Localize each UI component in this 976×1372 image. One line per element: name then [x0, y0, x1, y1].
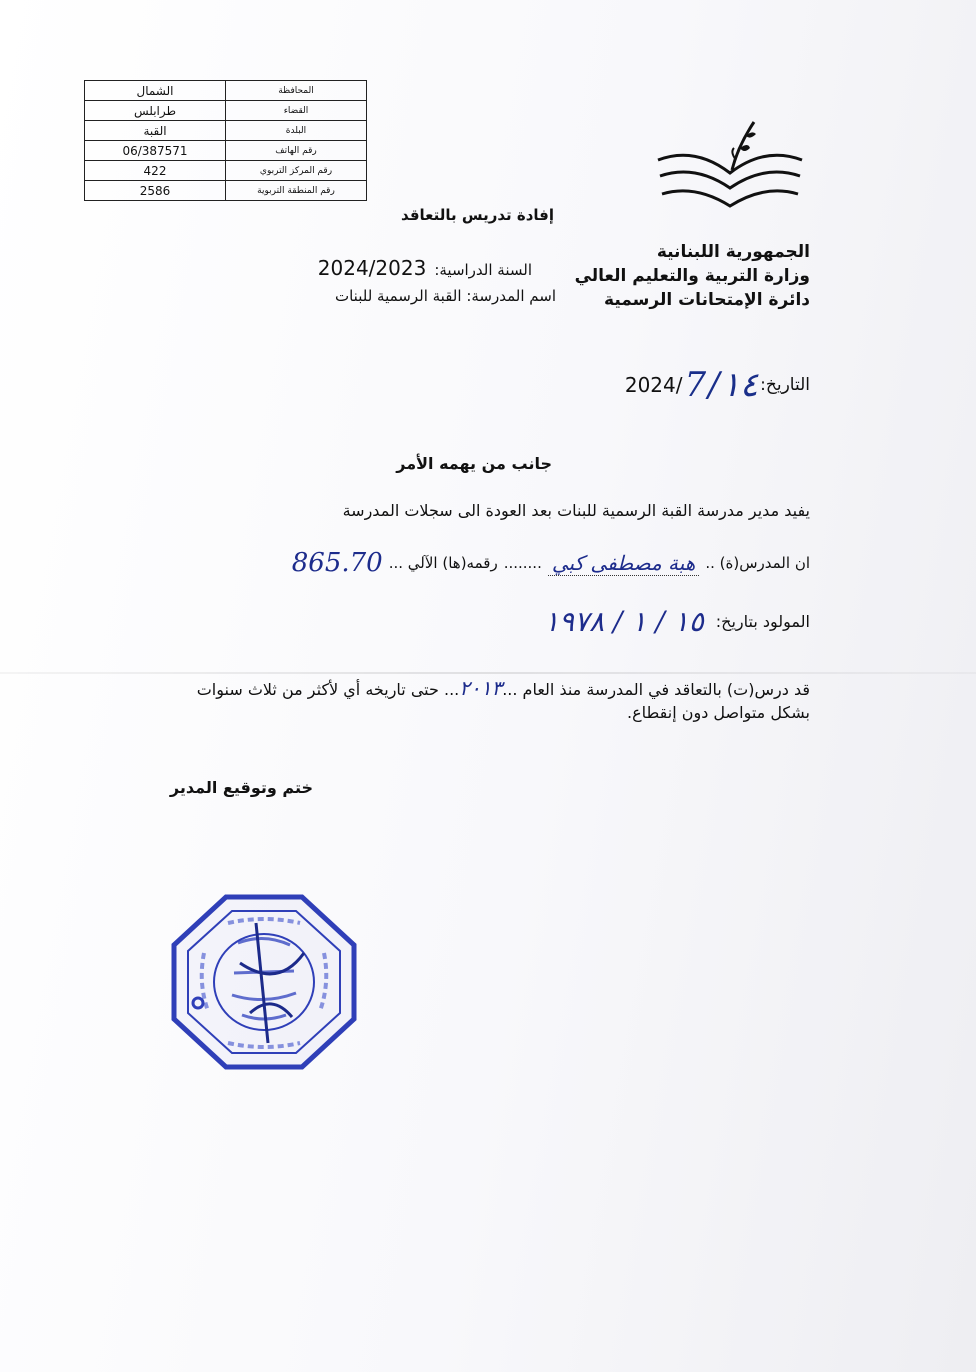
taught-before: قد درس(ت) بالتعاقد في المدرسة منذ العام ... [502, 680, 810, 699]
info-table-row [85, 161, 367, 181]
birth-date-value: ١٥ / ١ / ١٩٧٨ [544, 605, 704, 638]
info-table-value: 06/387571 [85, 141, 226, 161]
ministry-header [575, 240, 810, 312]
info-table-row [85, 81, 367, 101]
info-table-row [85, 181, 367, 201]
ministry-logo [650, 118, 810, 210]
date-year: 2024/ [624, 373, 683, 397]
date-month: 7 [684, 365, 707, 405]
taught-since-year: ٢٠١٣ [459, 676, 503, 700]
info-table-label: المحافظة [226, 81, 367, 101]
teacher-dots: ........ [503, 554, 542, 572]
date-label: التاريخ: [760, 375, 810, 395]
registration-label: رقمه(ها) الآلي ... [388, 554, 498, 572]
academic-year-value: 2024/2023 [317, 256, 427, 280]
info-table-label: البلدة [226, 121, 367, 141]
ministry-name: وزارة التربية والتعليم العالي [574, 266, 810, 286]
info-table-value: 2586 [85, 181, 226, 201]
signature-label: ختم وتوقيع المدير [169, 778, 313, 797]
info-table-value: 422 [85, 161, 226, 181]
birth-date-label: المولود بتاريخ: [715, 612, 810, 631]
school-info-table [84, 80, 367, 201]
info-table-row [85, 121, 367, 141]
academic-year-label: السنة الدراسية: [434, 261, 532, 279]
document-title: إفادة تدريس بالتعاقد [401, 206, 554, 224]
date-day: ١٤ [721, 365, 759, 405]
info-table-value: الشمال [85, 81, 226, 101]
teaching-statement-line2: بشكل متواصل دون إنقطاع. [627, 703, 810, 722]
info-table-value: القبة [85, 121, 226, 141]
info-table-label: القضاء [226, 101, 367, 121]
info-table-row [85, 101, 367, 121]
info-table-label: رقم المنطقة التربوية [226, 181, 367, 201]
info-table-value: طرابلس [85, 101, 226, 121]
registration-number: 865.70 [291, 548, 383, 578]
country-name: الجمهورية اللبنانية [656, 242, 810, 262]
teaching-statement [150, 668, 810, 724]
school-name-line [335, 287, 556, 305]
addressee: جانب من يهمه الأمر [396, 454, 552, 473]
date-slash: / [708, 365, 720, 405]
info-table-row [85, 141, 367, 161]
taught-after: ... حتى تاريخه أي لأكثر من ثلاث سنوات [196, 680, 460, 699]
school-name-label: اسم المدرسة: [466, 287, 556, 305]
school-name-value: القبة الرسمية للبنات [334, 287, 462, 305]
date-line [625, 365, 810, 405]
info-table-label: رقم الهاتف [226, 141, 367, 161]
department-name: دائرة الإمتحانات الرسمية [604, 290, 810, 310]
academic-year-line [318, 256, 532, 280]
teacher-label: ان المدرس(ة) .. [705, 554, 810, 572]
info-table-label: رقم المركز التربوي [226, 161, 367, 181]
teacher-line [292, 548, 810, 578]
school-stamp [168, 893, 360, 1071]
intro-paragraph: يفيد مدير مدرسة القبة الرسمية للبنات بعد العودة الى سجلات المدرسة [342, 501, 810, 520]
birth-date-line [544, 605, 810, 638]
teacher-name: هبة مصطفى كبي [548, 551, 700, 576]
